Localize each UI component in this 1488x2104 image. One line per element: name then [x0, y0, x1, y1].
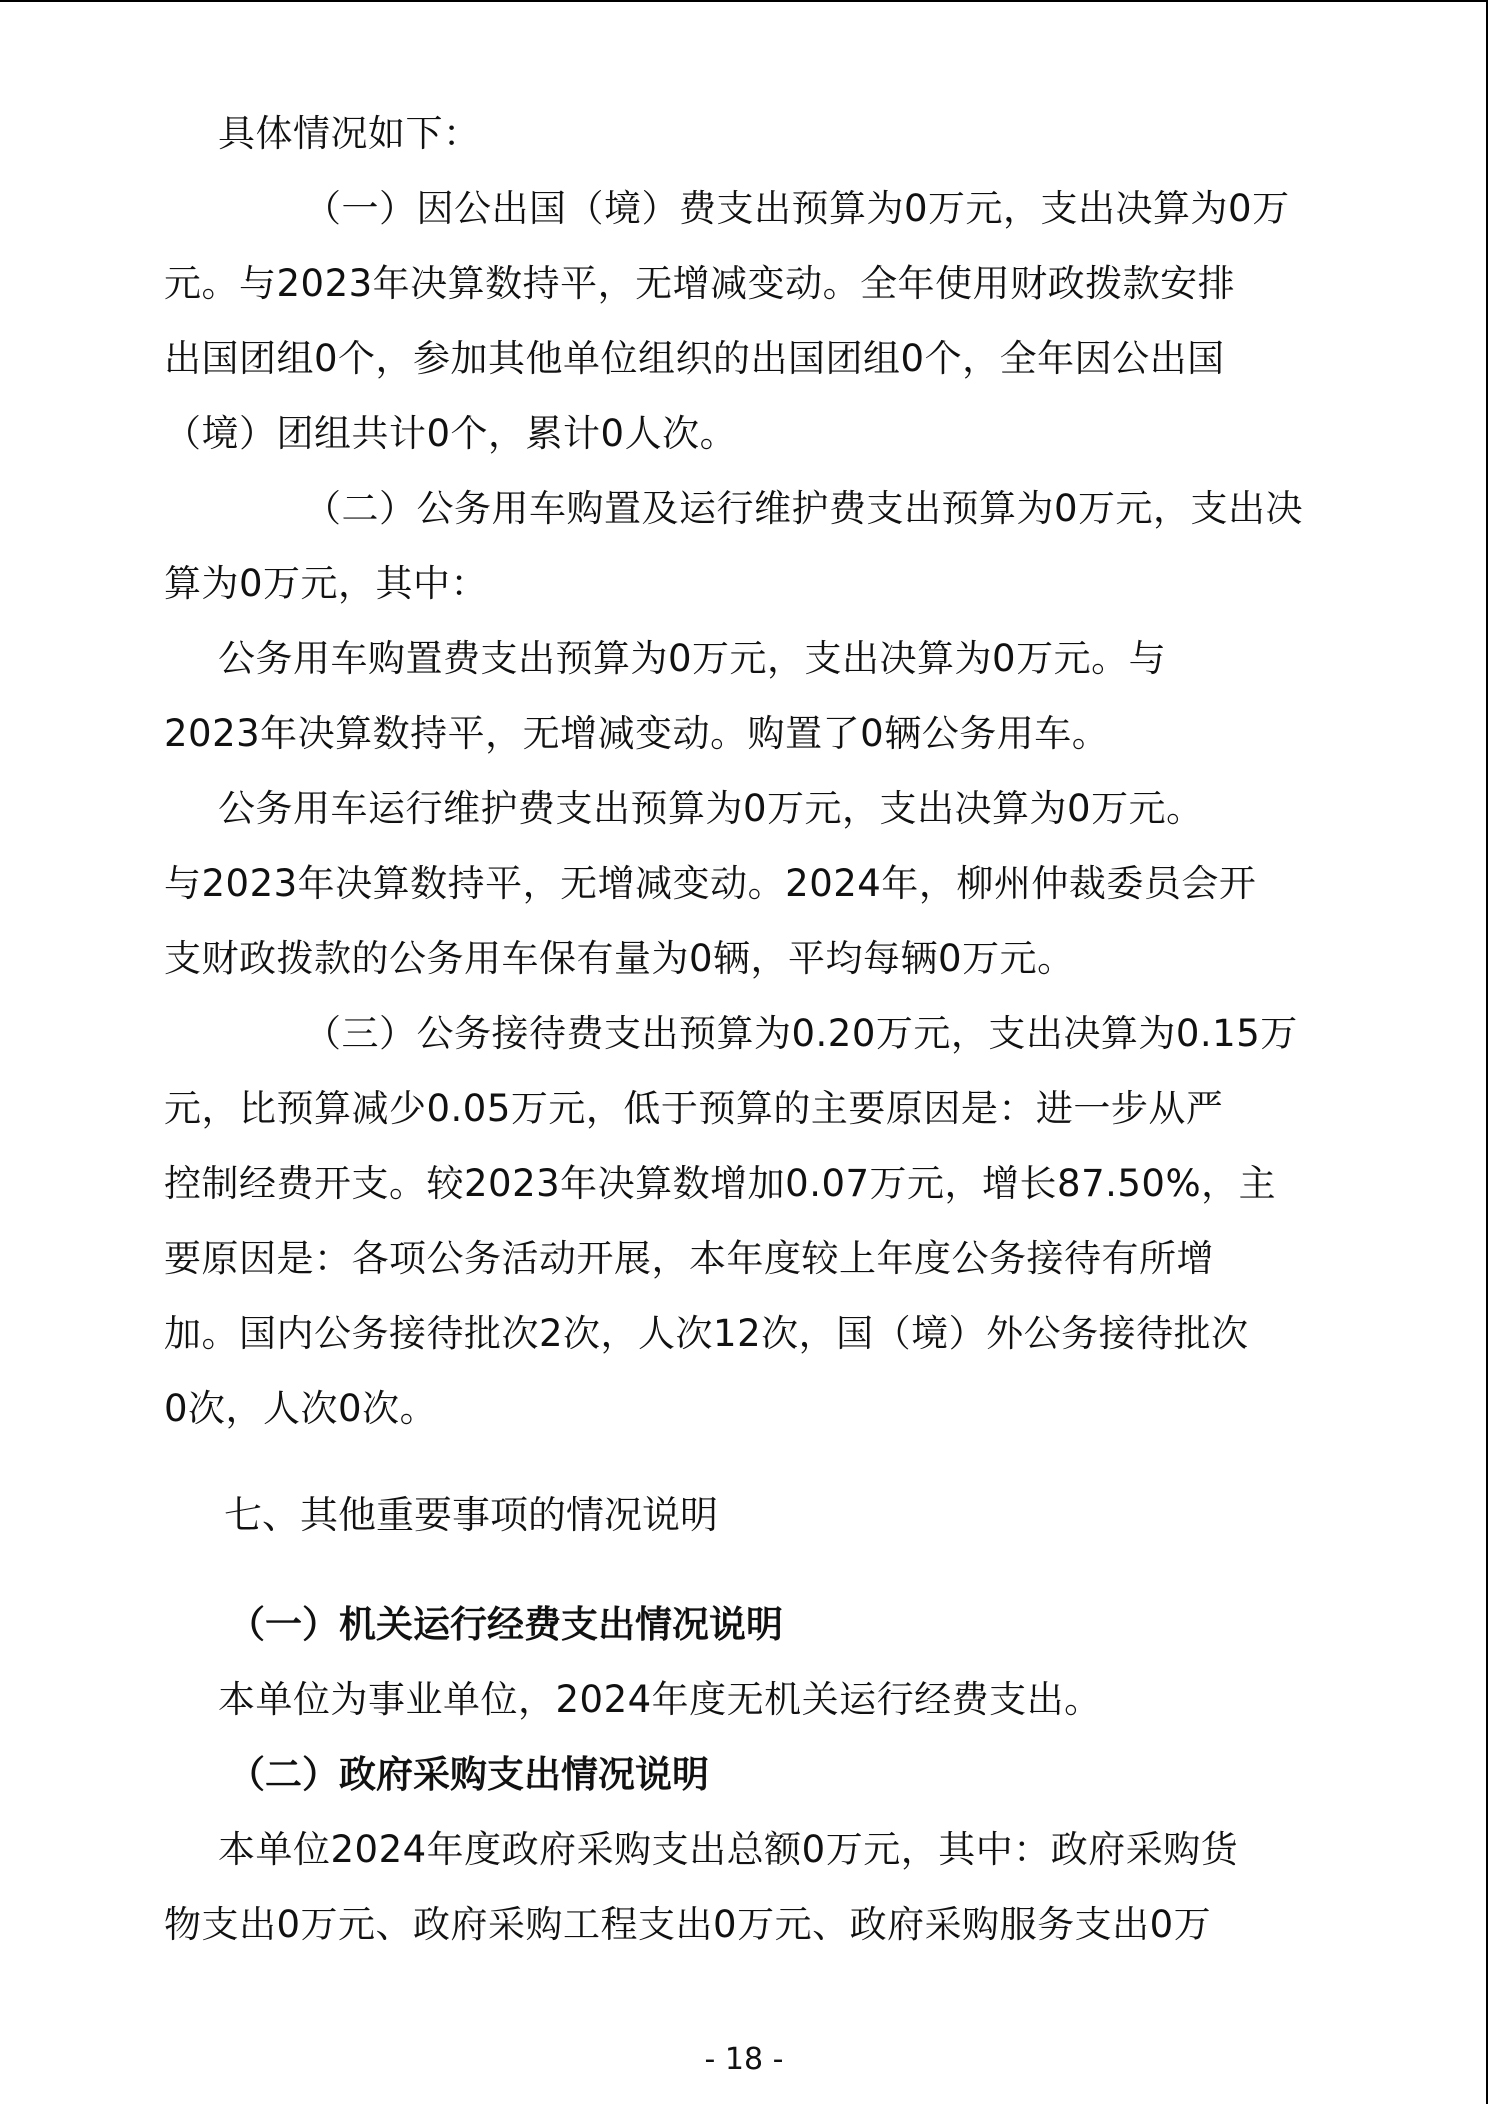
subsection-2-paragraph [164, 1812, 1286, 1962]
item2-maintenance-line-1: 公务用车运行维护费支出预算为0万元，支出决算为0万元。 [218, 787, 1204, 830]
item3-line-3: 控制经费开支。较2023年决算数增加0.07万元，增长87.50%，主 [164, 1162, 1277, 1205]
item1-paragraph [164, 171, 1290, 471]
item2-maintenance-paragraph [164, 771, 1286, 996]
item2-purchase-line-1: 公务用车购置费支出预算为0万元，支出决算为0万元。与 [218, 637, 1167, 680]
subsection-1-heading: （一）机关运行经费支出情况说明 [228, 1603, 783, 1646]
item1-line-4: （境）团组共计0个，累计0人次。 [164, 412, 738, 455]
subsection-2-line-2: 物支出0万元、政府采购工程支出0万元、政府采购服务支出0万 [164, 1903, 1212, 1946]
item1-line-2: 元。与2023年决算数持平，无增减变动。全年使用财政拨款安排 [164, 262, 1236, 305]
page-number: - 18 - [704, 2042, 784, 2077]
item3-line-2: 元，比预算减少0.05万元，低于预算的主要原因是：进一步从严 [164, 1087, 1224, 1130]
item3-line-5: 加。国内公务接待批次2次，人次12次，国（境）外公务接待批次 [164, 1312, 1249, 1355]
intro-line: 具体情况如下： [218, 112, 481, 155]
item3-line-6: 0次，人次0次。 [164, 1387, 438, 1430]
item3-paragraph [164, 996, 1298, 1446]
item3-line-4: 要原因是：各项公务活动开展，本年度较上年度公务接待有所增 [164, 1237, 1214, 1280]
item2-line-2: 算为0万元，其中： [164, 562, 489, 605]
subsection-2-line-1: 本单位2024年度政府采购支出总额0万元，其中：政府采购货 [218, 1828, 1239, 1871]
item2-maintenance-line-3: 支财政拨款的公务用车保有量为0辆，平均每辆0万元。 [164, 937, 1075, 980]
document-body [164, 96, 1304, 1962]
item1-line-1: （一）因公出国（境）费支出预算为0万元，支出决算为0万 [304, 187, 1290, 230]
section-7-heading: 七、其他重要事项的情况说明 [224, 1493, 719, 1537]
item2-purchase-line-2: 2023年决算数持平，无增减变动。购置了0辆公务用车。 [164, 712, 1110, 755]
subsection-2-heading: （二）政府采购支出情况说明 [228, 1753, 709, 1796]
item1-line-3: 出国团组0个，参加其他单位组织的出国团组0个，全年因公出国 [164, 337, 1225, 380]
page-top-border [0, 0, 1488, 2]
subsection-1-text: 本单位为事业单位，2024年度无机关运行经费支出。 [218, 1678, 1102, 1721]
item3-line-1: （三）公务接待费支出预算为0.20万元，支出决算为0.15万 [304, 1012, 1298, 1055]
item2-paragraph [164, 471, 1304, 621]
item2-purchase-paragraph [164, 621, 1286, 771]
item2-line-1: （二）公务用车购置及运行维护费支出预算为0万元，支出决 [304, 487, 1304, 530]
item2-maintenance-line-2: 与2023年决算数持平，无增减变动。2024年，柳州仲裁委员会开 [164, 862, 1257, 905]
